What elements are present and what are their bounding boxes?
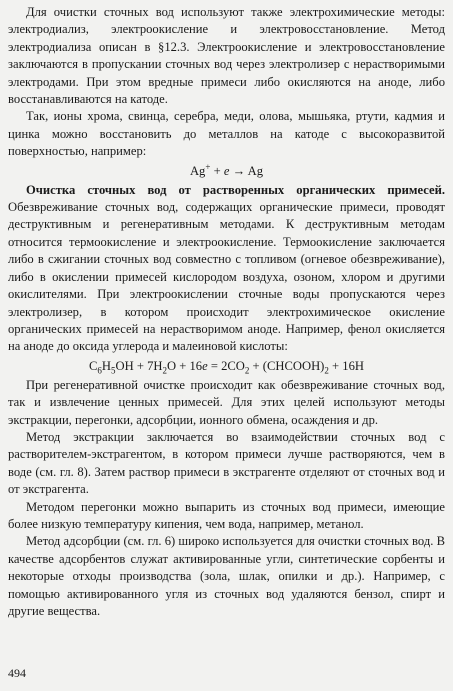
paragraph-distillation-method: Методом перегонки можно выпарить из сточных вод примеси, имеющие более низкую температуру кипения, чем вода, например, метанол. bbox=[8, 499, 445, 531]
paragraph-electrochemical-methods: Для очистки сточных вод используют также электрохимические методы: электродиализ, электроокисление и электровосстановление. Метод электродиализа описан в §12.3. Электроокисление и электровосстановление заключаются в пропускании сточных вод через электролизер с нерастворимыми электродами. При этом вредные примеси либо окисляются на аноде, либо восстанавливаются на катоде. bbox=[8, 5, 445, 107]
section-heading: Очистка сточных вод от растворенных органических примесей. bbox=[26, 182, 445, 197]
paragraph-metal-ions: Так, ионы хрома, свинца, серебра, меди, олова, мышьяка, ртути, кадмия и цинка можно восстановить до металлов на катоде с высокоразвитой поверхностью, например: bbox=[8, 109, 445, 159]
formula-phenol-oxidation: $C_6H_5OH + 7H_2O + 16e = 2CO_2$ + $(CHCOOH)_2 + 16H$ bbox=[89, 358, 364, 376]
paragraph-regenerative-cleaning: При регенеративной очистке происходит как обезвреживание сточных вод, так и извлечение ценных примесей. Для этих целей используют методы экстракции, перегонки, адсорбции, ионного обмена, осаждения и др. bbox=[8, 377, 445, 427]
formula-silver-reduction: Ag+ + e → Ag bbox=[189, 161, 264, 178]
paragraph-organic-impurities bbox=[8, 182, 445, 356]
paragraph-adsorption-method: Метод адсорбции (см. гл. 6) широко используется для очистки сточных вод. В качестве адсорбентов служат активированные угли, синтетические сорбенты и некоторые отходы производства (зола, шлак, опилки и др.). Например, с помощью активированного угля из сточных вод удаляются бензол, спирт и другие вещества. bbox=[8, 534, 445, 618]
paragraph-extraction-method: Метод экстракции заключается во взаимодействии сточных вод с растворителем-экстрагентом, в котором примеси лучше растворяются, чем в воде (см. гл. 8). Затем раствор примеси в экстрагенте отделяют от сточных вод и от экстрагента. bbox=[8, 429, 445, 497]
section-text: Обезвреживание сточных вод, содержащих органические примеси, проводят деструктивным и регенеративным методами. К деструктивным методам относится термоокисление и электроокисление. Термоокисление заключается либо в сжигании сточных вод совместно с топливом (огневое обезвреживание), либо в окислении примесей кислородом воздуха, озоном, хлором и другими окислителями. При электроокислении сточные воды пропускаются через электролизер, в котором происходит электрохимическое окисление органических примесей на нерастворимом аноде. Например, фенол окисляется на аноде до оксида углерода и малеиновой кислоты: bbox=[8, 200, 445, 354]
page-number: 494 bbox=[8, 666, 26, 680]
